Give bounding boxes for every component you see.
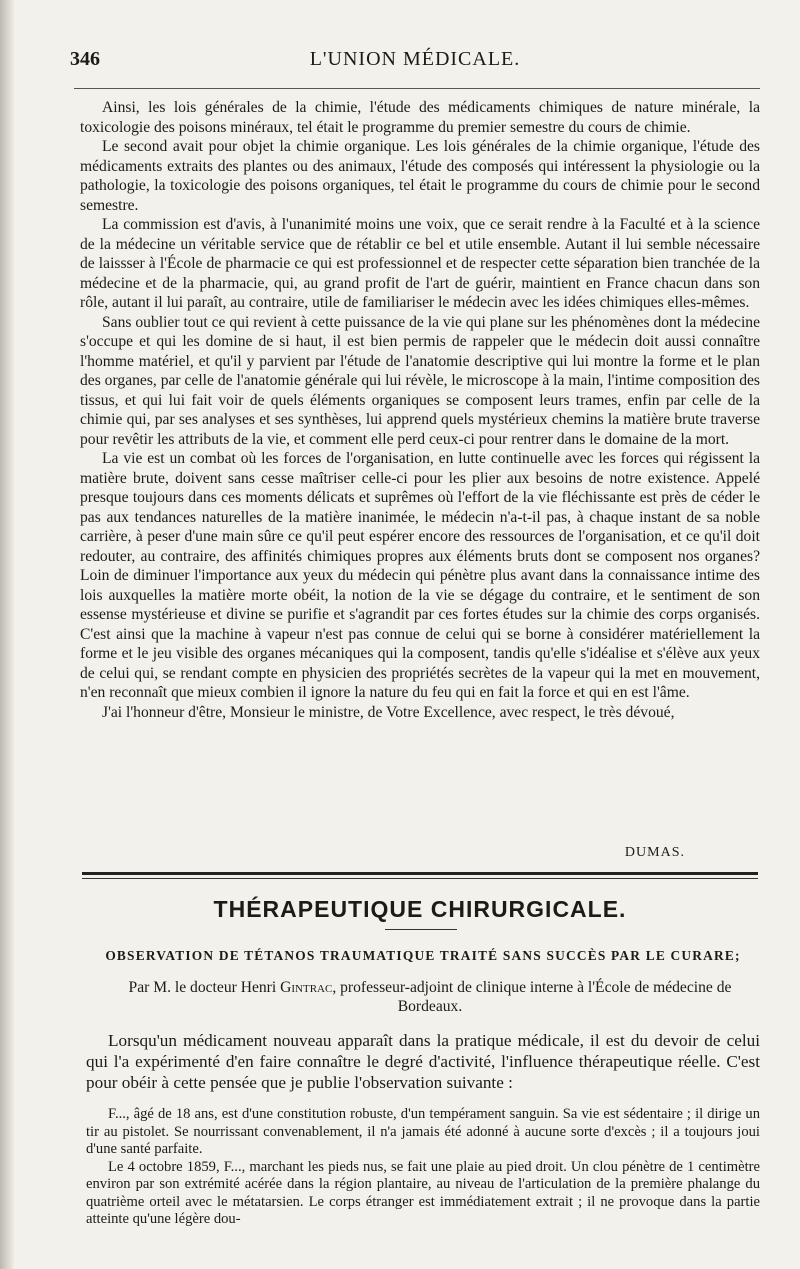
paragraph: Sans oublier tout ce qui revient à cette puissance de la vie qui plane sur les phénomènes dont la médecine s'occupe et qui les domine de si haut, il est bien permis de rappeler que le médecin doit aussi connaître l'homme matériel, et qu'il y parvient par l'étude de l'anatomie descriptive qui lui montre la forme et le plan des organes, par celle de l'anatomie générale qui lui révèle, le microscope à la main, l'intime composition des tissus, et qui lui fait voir de quels éléments organiques se composent leurs trames, enfin par celle de la chimie qui, par ses analyses et ses synthèses, lui apprend quels mystérieux chemins la matière brute traverse pour revêtir les attributs de la vie, et comment elle perd ceux-ci pour rentrer dans le domaine de la mort. xyxy=(80,313,760,448)
running-title: L'UNION MÉDICALE. xyxy=(309,48,521,70)
letter-body xyxy=(80,98,760,722)
byline-suffix: , professeur-adjoint de clinique interne à l'École de médecine de Bordeaux. xyxy=(332,979,732,1015)
paragraph: Ainsi, les lois générales de la chimie, l'étude des médicaments chimiques de nature minérale, la toxicologie des poisons minéraux, tel était le programme du premier semestre du cours de chimie. xyxy=(80,99,760,136)
article-intro xyxy=(86,1030,760,1093)
page-number: 346 xyxy=(70,48,100,70)
section-divider-thick xyxy=(82,872,758,875)
case-paragraph: F..., âgé de 18 ans, est d'une constitution robuste, d'un tempérament sanguin. Sa vie est sédentaire ; il dirige un tir au pistolet. Se nourrissant convenablement, il n'a jamais été adonné à aucune sorte d'excès ; il a toujours joui d'une santé parfaite. xyxy=(86,1106,760,1157)
paragraph: Le second avait pour objet la chimie organique. Les lois générales de la chimie organique, l'étude des médicaments extraits des plantes ou des animaux, l'étude des composés qui intéressent la physiologie ou la pathologie, la toxicologie des poisons organiques, tel était le programme du cours de chimie pour le second semestre. xyxy=(80,138,760,214)
intro-paragraph: Lorsqu'un médicament nouveau apparaît dans la pratique médicale, il est du devoir de celui qui l'a expérimenté d'en faire connaître le degré d'activité, l'influence thérapeutique réelle. C'est pour obéir à cette pensée que je publie l'observation suivante : xyxy=(86,1031,760,1092)
page-header xyxy=(70,48,760,82)
title-underline xyxy=(385,929,457,930)
byline-prefix: Par M. le docteur Henri xyxy=(128,979,281,996)
paragraph: La vie est un combat où les forces de l'organisation, en lutte continuelle avec les forces qui régissent la matière brute, doivent sans cesse maîtriser celle-ci pour les plier aux besoins de notre existence. Appelé presque toujours dans ces moments délicats et suprêmes où l'effort de la vie fléchissante est près de céder le pas aux tendances naturelles de la matière inanimée, le médecin n'a-t-il pas, à chaque instant de sa noble carrière, à peser d'une main sûre ce qu'il peut espérer encore des ressources de l'organisation, et ce qu'il doit redouter, au contraire, des affinités chimiques propres aux éléments bruts dont se composent nos organes? Loin de diminuer l'importance aux yeux du médecin qui pénètre plus avant dans la connaissance intime des lois auxquelles la matière morte obéit, la notion de la vie se dégage du contraire, et le sentiment de son essense mystérieuse et divine se purifie et s'agrandit par ces fortes études sur la chimie des corps organisés. C'est ainsi que la machine à vapeur n'est pas connue de celui qui se borne à considérer matériellement la forme et le jeu visible des organes mécaniques qui la composent, tandis qu'elle s'idéalise et s'élève aux yeux de celui qui, se rendant compte en physicien des propriétés secrètes de la vapeur qui la met en mouvement, n'en reconnaît que mieux combien il ignore la nature du feu qui en fait la force et qui en est l'âme. xyxy=(80,450,760,701)
section-title: THÉRAPEUTIQUE CHIRURGICALE. xyxy=(213,896,627,922)
author-name: Gintrac xyxy=(280,979,333,996)
paragraph: J'ai l'honneur d'être, Monsieur le ministre, de Votre Excellence, avec respect, le très dévoué, xyxy=(102,703,675,721)
paragraph: La commission est d'avis, à l'unanimité moins une voix, que ce serait rendre à la Faculté et à la science de la médecine un véritable service que de rétablir ce bel et utile ensemble. Autant il lui semble nécessaire de laissser à l'École de pharmacie ce qui est professionnel et de respecter cette séparation bien tranchée de la médecine et de la pharmacie, qui, au grand profit de l'art de guérir, maintient en France chacun dans son rôle, autant il lui paraît, au contraire, utile de familiariser le médecin avec les idées chimiques elles-mêmes. xyxy=(80,216,760,311)
section-divider-thin xyxy=(82,878,758,879)
page-edge-shadow xyxy=(0,0,14,1269)
signature: DUMAS. xyxy=(624,845,685,860)
header-rule xyxy=(74,88,760,89)
observation-title: OBSERVATION DE TÉTANOS TRAUMATIQUE TRAITÉ SANS SUCCÈS PAR LE CURARE; xyxy=(105,948,741,963)
author-byline xyxy=(100,978,760,1016)
case-paragraph: Le 4 octobre 1859, F..., marchant les pieds nus, se fait une plaie au pied droit. Un clou pénètre de 1 centimètre environ par son extrémité acérée dans la région plantaire, au niveau de l'articulation de la première phalange du quatrième orteil avec le métatarsien. Le corps étranger est immédiatement extrait ; il ne provoque dans la partie atteinte qu'une légère dou- xyxy=(86,1158,760,1227)
case-report xyxy=(86,1106,760,1229)
